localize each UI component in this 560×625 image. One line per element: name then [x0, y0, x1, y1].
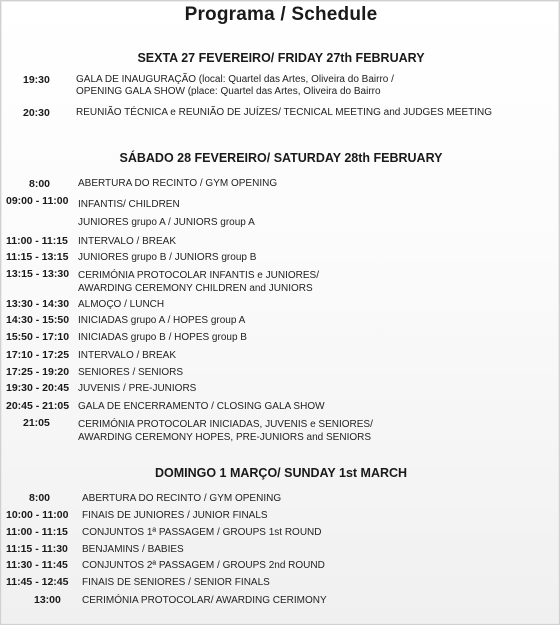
item-description	[78, 350, 176, 362]
item-line: CERIMÓNIA PROTOCOLAR INICIADAS, JUVENIS e SENIORES/	[78, 419, 373, 430]
item-time: 8:00	[29, 178, 51, 190]
item-description	[78, 252, 256, 264]
item-line: REUNIÃO TÉCNICA e REUNIÃO DE JUÍZES/ TECNICAL MEETING and JUDGES MEETING	[76, 107, 493, 118]
item-time: 11:00 - 11:15	[6, 526, 68, 538]
item-description	[82, 560, 325, 572]
item-time: 8:00	[29, 492, 51, 504]
item-line: INTERVALO / BREAK	[78, 350, 176, 361]
item-line: GALA DE INAUGURAÇÃO (local: Quartel das Artes, Oliveira do Bairro /	[76, 74, 394, 85]
item-time: 20:45 - 21:05	[6, 400, 70, 412]
item-time: 11:00 - 11:15	[6, 235, 68, 247]
item-description	[78, 367, 183, 379]
item-description	[82, 577, 270, 589]
item-line: INTERVALO / BREAK	[78, 236, 176, 247]
day-heading-saturday: SÁBADO 28 FEVEREIRO/ SATURDAY 28th FEBRUARY	[119, 151, 443, 165]
item-line: CERIMÓNIA PROTOCOLAR INFANTIS e JUNIORES/	[78, 270, 319, 281]
item-description	[82, 493, 281, 505]
page-title: Programa / Schedule	[184, 4, 378, 25]
item-time: 11:30 - 11:45	[6, 559, 68, 571]
item-time: 11:15 - 13:15	[6, 251, 69, 263]
item-description	[78, 236, 176, 248]
item-time: 19:30	[23, 74, 50, 86]
item-description	[82, 527, 321, 539]
item-line: JUVENIS / PRE-JUNIORS	[78, 383, 197, 394]
item-line: JUNIORES grupo A / JUNIORS group A	[78, 217, 255, 228]
item-time: 11:15 - 11:30	[6, 543, 68, 555]
item-line: OPENING GALA SHOW (place: Quartel das Artes, Oliveira do Bairro	[76, 86, 381, 97]
item-line: ABERTURA DO RECINTO / GYM OPENING	[82, 493, 282, 504]
item-line: AWARDING CEREMONY CHILDREN and JUNIORS	[78, 283, 313, 294]
item-time: 13:00	[34, 594, 61, 606]
item-time: 11:45 - 12:45	[6, 576, 69, 588]
item-time: 13:30 - 14:30	[6, 298, 70, 310]
item-line: FINAIS DE JUNIORES / JUNIOR FINALS	[82, 510, 268, 521]
item-time: 19:30 - 20:45	[6, 382, 70, 394]
item-time: 20:30	[23, 107, 50, 119]
item-line: CONJUNTOS 2ª PASSAGEM / GROUPS 2nd ROUND	[82, 560, 325, 571]
item-description	[78, 315, 245, 327]
item-line: SENIORES / SENIORS	[78, 367, 184, 378]
item-description	[78, 401, 325, 413]
item-description	[78, 383, 196, 395]
item-line: CONJUNTOS 1ª PASSAGEM / GROUPS 1st ROUND	[82, 527, 322, 538]
item-line: ALMOÇO / LUNCH	[78, 299, 165, 310]
day-heading-friday: SEXTA 27 FEVEREIRO/ FRIDAY 27th FEBRUARY	[137, 51, 425, 65]
item-description	[78, 196, 255, 232]
item-line: CERIMÓNIA PROTOCOLAR/ AWARDING CERIMONY	[82, 595, 327, 606]
item-time: 09:00 - 11:00	[6, 195, 69, 207]
item-time: 13:15 - 13:30	[6, 268, 70, 280]
item-description	[78, 332, 247, 344]
item-description	[78, 299, 164, 311]
item-line: ABERTURA DO RECINTO / GYM OPENING	[78, 178, 278, 189]
item-time: 10:00 - 11:00	[6, 509, 69, 521]
item-line: INICIADAS grupo A / HOPES group A	[78, 315, 246, 326]
item-description	[78, 269, 319, 295]
item-time: 17:10 - 17:25	[6, 349, 70, 361]
item-description	[76, 107, 492, 119]
item-description	[76, 74, 394, 98]
item-time: 21:05	[23, 417, 50, 429]
item-line: AWARDING CEREMONY HOPES, PRE-JUNIORS and SENIORS	[78, 432, 372, 443]
item-line: BENJAMINS / BABIES	[82, 544, 184, 555]
item-line: INFANTIS/ CHILDREN	[78, 199, 180, 210]
item-description	[82, 544, 184, 556]
item-description	[78, 178, 277, 190]
item-description	[78, 418, 373, 444]
item-line: GALA DE ENCERRAMENTO / CLOSING GALA SHOW	[78, 401, 325, 412]
item-time: 14:30 - 15:50	[6, 314, 70, 326]
item-line: JUNIORES grupo B / JUNIORS group B	[78, 252, 257, 263]
day-heading-sunday: DOMINGO 1 MARÇO/ SUNDAY 1st MARCH	[154, 466, 408, 480]
item-time: 17:25 - 19:20	[6, 366, 70, 378]
item-line: INICIADAS grupo B / HOPES group B	[78, 332, 247, 343]
item-description	[82, 595, 327, 607]
item-line: FINAIS DE SENIORES / SENIOR FINALS	[82, 577, 270, 588]
item-time: 15:50 - 17:10	[6, 331, 70, 343]
item-description	[82, 510, 268, 522]
